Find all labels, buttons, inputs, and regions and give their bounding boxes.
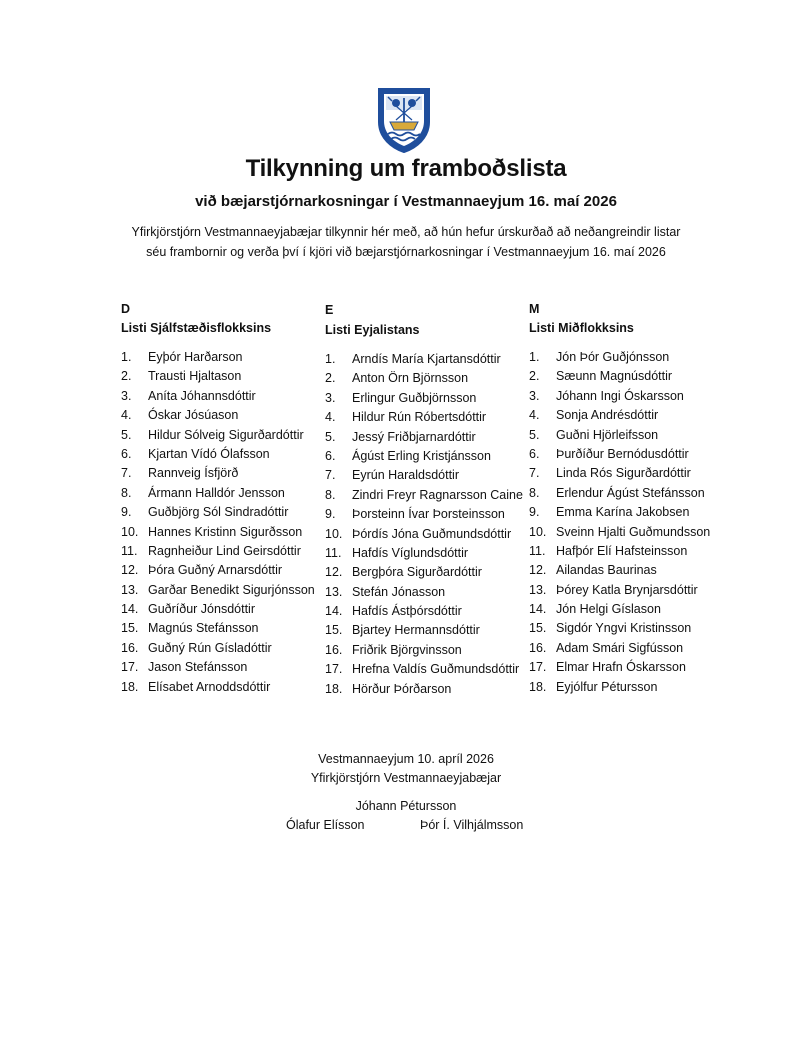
candidate-row xyxy=(529,581,734,600)
candidate-number: 17. xyxy=(325,662,343,677)
candidate-name: Linda Rós Sigurðardóttir xyxy=(556,466,691,481)
candidate-row xyxy=(529,367,734,386)
candidate-name: Bergþóra Sigurðardóttir xyxy=(352,565,482,580)
candidate-row xyxy=(529,484,734,503)
candidate-number: 13. xyxy=(121,582,139,597)
candidate-name: Zindri Freyr Ragnarsson Caine xyxy=(352,487,523,502)
candidate-name: Hörður Þórðarson xyxy=(352,681,452,696)
candidate-name: Guðríður Jónsdóttir xyxy=(148,602,255,617)
candidate-name: Trausti Hjaltason xyxy=(148,369,242,384)
candidate-name: Hildur Sólveig Sigurðardóttir xyxy=(148,427,304,442)
candidate-name: Arndís María Kjartansdóttir xyxy=(352,352,501,366)
candidate-number: 2. xyxy=(121,369,132,384)
candidate-row xyxy=(529,542,734,561)
candidate-name: Hafdís Ástþórsdóttir xyxy=(352,604,462,619)
candidate-number: 9. xyxy=(325,507,336,522)
candidate-name: Erlingur Guðbjörnsson xyxy=(352,390,477,405)
candidate-row xyxy=(325,447,530,466)
candidate-name: Þórey Katla Brynjarsdóttir xyxy=(556,582,698,597)
candidate-row xyxy=(529,658,734,677)
candidate-name: Þórdís Jóna Guðmundsdóttir xyxy=(352,526,512,541)
candidate-name: Sonja Andrésdóttir xyxy=(556,408,659,423)
candidate-number: 18. xyxy=(529,679,547,694)
candidate-name: Óskar Jósúason xyxy=(148,408,239,423)
candidate-row xyxy=(121,581,326,600)
candidate-name: Stefán Jónasson xyxy=(352,584,446,599)
candidate-row xyxy=(121,600,326,619)
candidate-row xyxy=(121,387,326,406)
candidate-number: 8. xyxy=(325,487,336,502)
candidate-row xyxy=(325,389,530,408)
candidate-list-e xyxy=(325,301,530,699)
candidate-number: 7. xyxy=(121,466,132,481)
candidate-name: Jessý Friðbjarnardóttir xyxy=(352,429,476,444)
page-subtitle: við bæjarstjórnarkosningar í Vestmannaeyjum 16. maí 2026 xyxy=(195,193,617,210)
page-title: Tilkynning um framboðslista xyxy=(245,155,567,182)
candidate-row xyxy=(529,523,734,542)
election-board-name: Yfirkjörstjórn Vestmannaeyjabæjar xyxy=(310,771,502,785)
candidate-name: Eyþór Harðarson xyxy=(148,350,243,364)
candidate-row xyxy=(529,445,734,464)
candidate-number: 9. xyxy=(529,505,540,520)
list-name: Listi Miðflokksins xyxy=(529,321,634,335)
candidate-name: Ágúst Erling Kristjánsson xyxy=(352,448,491,463)
candidate-row xyxy=(121,678,326,697)
candidate-number: 11. xyxy=(529,543,546,558)
candidate-name: Emma Karína Jakobsen xyxy=(556,505,690,520)
candidate-number: 1. xyxy=(325,352,336,366)
candidate-number: 3. xyxy=(325,390,336,405)
candidate-number: 3. xyxy=(121,388,132,403)
candidate-name: Jón Þór Guðjónsson xyxy=(556,350,670,364)
candidate-number: 7. xyxy=(325,468,336,483)
candidate-number: 5. xyxy=(325,429,336,444)
candidate-name: Friðrik Björgvinsson xyxy=(352,642,462,657)
candidate-name: Magnús Stefánsson xyxy=(148,621,259,636)
candidate-row xyxy=(325,583,530,602)
candidate-name: Jón Helgi Gíslason xyxy=(556,602,661,617)
signatory-member: Þór Í. Vilhjálmsson xyxy=(420,818,524,832)
candidate-row xyxy=(121,619,326,638)
candidate-name: Elmar Hrafn Óskarsson xyxy=(556,660,686,675)
candidate-row xyxy=(325,660,530,679)
candidate-number: 2. xyxy=(529,369,540,384)
candidate-row xyxy=(325,408,530,427)
candidate-number: 1. xyxy=(529,350,540,364)
candidate-name: Hafdís Víglundsdóttir xyxy=(352,545,469,560)
candidate-name: Þorsteinn Ívar Þorsteinsson xyxy=(352,507,505,522)
candidate-number: 15. xyxy=(121,621,139,636)
candidate-row xyxy=(325,641,530,660)
candidate-number: 4. xyxy=(529,408,540,423)
candidate-number: 1. xyxy=(121,350,132,364)
candidate-name: Garðar Benedikt Sigurjónsson xyxy=(148,582,315,597)
candidate-number: 14. xyxy=(325,604,343,619)
candidate-name: Ragnheiður Lind Geirsdóttir xyxy=(148,543,301,558)
candidate-row xyxy=(325,466,530,485)
list-name: Listi Sjálfstæðisflokksins xyxy=(121,321,272,335)
candidate-row xyxy=(121,658,326,677)
candidate-row xyxy=(121,542,326,561)
candidate-row xyxy=(121,367,326,386)
candidate-name: Rannveig Ísfjörð xyxy=(148,466,239,481)
intro-line: Yfirkjörstjórn Vestmannaeyjabæjar tilkynnir hér með, að hún hefur úrskurðað að neðangreindir listar xyxy=(131,225,681,239)
candidate-row xyxy=(121,426,326,445)
candidate-number: 7. xyxy=(529,466,540,481)
candidate-names xyxy=(529,348,734,697)
candidate-row xyxy=(325,544,530,563)
signatory-member: Ólafur Elísson xyxy=(286,818,365,832)
candidate-name: Guðbjörg Sól Sindradóttir xyxy=(148,505,289,520)
candidate-number: 17. xyxy=(121,660,139,675)
candidate-number: 16. xyxy=(325,642,343,657)
candidate-number: 12. xyxy=(121,563,139,578)
candidate-row xyxy=(325,602,530,621)
vestmannaeyjar-crest-icon xyxy=(376,86,432,154)
candidate-name: Þurðíður Bernódusdóttir xyxy=(556,446,689,461)
candidate-row xyxy=(529,426,734,445)
candidate-row xyxy=(121,445,326,464)
candidate-row xyxy=(121,503,326,522)
candidate-row xyxy=(121,561,326,580)
candidate-row xyxy=(529,600,734,619)
candidate-row xyxy=(529,464,734,483)
list-name: Listi Eyjalistans xyxy=(325,323,420,337)
candidate-name: Anton Örn Björnsson xyxy=(352,371,469,386)
candidate-number: 10. xyxy=(325,526,343,541)
candidate-name: Sæunn Magnúsdóttir xyxy=(556,369,673,384)
candidate-row xyxy=(121,348,326,367)
candidate-number: 13. xyxy=(325,584,343,599)
candidate-number: 14. xyxy=(121,602,139,617)
candidate-row xyxy=(529,678,734,697)
candidate-number: 6. xyxy=(529,446,540,461)
candidate-number: 4. xyxy=(121,408,132,423)
candidate-row xyxy=(529,387,734,406)
candidate-number: 10. xyxy=(529,524,547,539)
candidate-name: Hafþór Elí Hafsteinsson xyxy=(556,543,688,558)
candidate-number: 18. xyxy=(325,681,343,696)
candidate-name: Guðný Rún Gísladóttir xyxy=(148,640,272,655)
candidate-number: 5. xyxy=(121,427,132,442)
candidate-row xyxy=(121,523,326,542)
candidate-name: Adam Smári Sigfússon xyxy=(556,640,684,655)
signatory-chair: Jóhann Pétursson xyxy=(355,799,457,813)
candidate-number: 12. xyxy=(529,563,547,578)
candidate-number: 15. xyxy=(529,621,547,636)
candidate-row xyxy=(529,561,734,580)
candidate-number: 6. xyxy=(325,448,336,463)
candidate-row xyxy=(121,484,326,503)
candidate-row xyxy=(121,406,326,425)
candidate-number: 17. xyxy=(529,660,547,675)
list-letter: E xyxy=(325,303,334,317)
list-letter: M xyxy=(529,302,540,316)
candidate-number: 2. xyxy=(325,371,336,386)
candidate-name: Ailandas Baurinas xyxy=(556,563,657,578)
candidate-row xyxy=(325,563,530,582)
candidate-row xyxy=(529,503,734,522)
candidate-number: 8. xyxy=(529,485,540,500)
candidate-name: Erlendur Ágúst Stefánsson xyxy=(556,485,705,500)
candidate-name: Kjartan Vídó Ólafsson xyxy=(148,446,270,461)
candidate-number: 18. xyxy=(121,679,139,694)
candidate-number: 13. xyxy=(529,582,547,597)
candidate-row xyxy=(325,621,530,640)
candidate-name: Bjartey Hermannsdóttir xyxy=(352,623,480,638)
candidate-number: 14. xyxy=(529,602,547,617)
candidate-number: 11. xyxy=(121,543,138,558)
candidate-names xyxy=(325,350,530,699)
candidate-row xyxy=(325,680,530,699)
candidate-row xyxy=(325,428,530,447)
candidate-row xyxy=(325,350,530,369)
candidate-row xyxy=(529,406,734,425)
candidate-name: Hrefna Valdís Guðmundsdóttir xyxy=(352,662,520,677)
list-letter: D xyxy=(121,302,131,316)
candidate-number: 3. xyxy=(529,388,540,403)
candidate-name: Hildur Rún Róbertsdóttir xyxy=(352,410,487,425)
candidate-name: Guðni Hjörleifsson xyxy=(556,427,659,442)
intro-line: séu frambornir og verða því í kjöri við bæjarstjórnarkosningar í Vestmannaeyjum 16. maí 2026 xyxy=(146,244,666,259)
candidate-row xyxy=(325,486,530,505)
candidate-number: 10. xyxy=(121,524,139,539)
candidate-number: 12. xyxy=(325,565,343,580)
candidate-list-d xyxy=(121,300,326,697)
candidate-number: 11. xyxy=(325,545,342,560)
candidate-number: 16. xyxy=(121,640,139,655)
candidate-number: 16. xyxy=(529,640,547,655)
candidate-names xyxy=(121,348,326,697)
candidate-list-m xyxy=(529,300,734,697)
candidate-number: 5. xyxy=(529,427,540,442)
candidate-name: Hannes Kristinn Sigurðsson xyxy=(148,524,303,539)
candidate-name: Ármann Halldór Jensson xyxy=(148,485,285,500)
candidate-row xyxy=(529,639,734,658)
candidate-name: Eyjólfur Pétursson xyxy=(556,679,658,694)
candidate-name: Elísabet Arnoddsdóttir xyxy=(148,679,271,694)
candidate-number: 6. xyxy=(121,446,132,461)
candidate-row xyxy=(325,505,530,524)
candidate-row xyxy=(325,369,530,388)
candidate-name: Eyrún Haraldsdóttir xyxy=(352,468,459,483)
candidate-number: 9. xyxy=(121,505,132,520)
candidate-row xyxy=(121,639,326,658)
candidate-name: Jason Stefánsson xyxy=(148,660,248,675)
candidate-row xyxy=(529,348,734,367)
candidate-row xyxy=(529,619,734,638)
intro-paragraph xyxy=(0,223,812,262)
candidate-number: 15. xyxy=(325,623,343,638)
candidate-row xyxy=(121,464,326,483)
municipal-crest xyxy=(376,86,432,154)
candidate-number: 8. xyxy=(121,485,132,500)
candidate-row xyxy=(325,525,530,544)
place-date: Vestmannaeyjum 10. apríl 2026 xyxy=(318,752,494,766)
candidate-name: Aníta Jóhannsdóttir xyxy=(148,388,256,403)
candidate-name: Þóra Guðný Arnarsdóttir xyxy=(148,563,283,578)
candidate-name: Sveinn Hjalti Guðmundsson xyxy=(556,524,711,539)
candidate-name: Sigdór Yngvi Kristinsson xyxy=(556,621,692,636)
candidate-number: 4. xyxy=(325,410,336,425)
candidate-name: Jóhann Ingi Óskarsson xyxy=(556,388,684,403)
